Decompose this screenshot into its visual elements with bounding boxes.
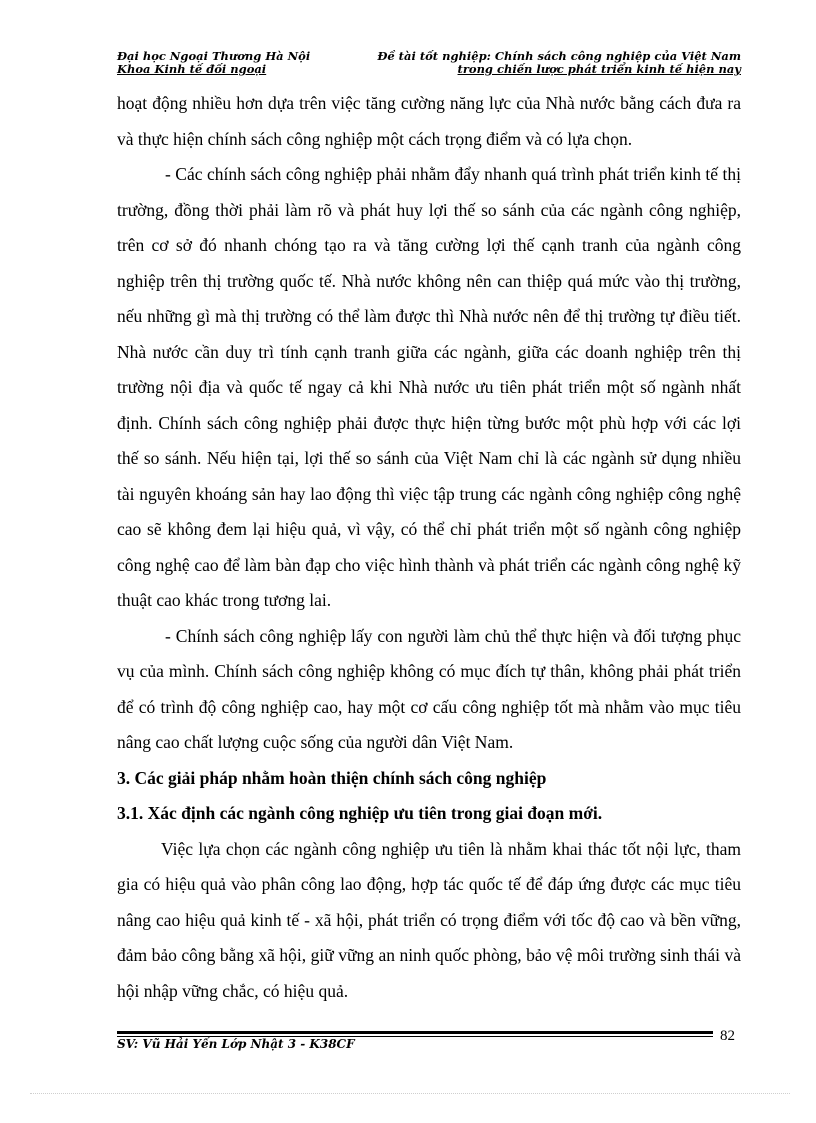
paragraph-continuation: hoạt động nhiều hơn dựa trên việc tăng cường năng lực của Nhà nước bằng cách đưa ra và thực hiện chính sách công nghiệp một cách trọng điểm và có lựa chọn. — [117, 93, 741, 149]
header-university: Đại học Ngoại Thương Hà Nội — [117, 49, 311, 63]
header-right — [377, 50, 741, 76]
paragraph-priority-industries: Việc lựa chọn các ngành công nghiệp ưu tiên là nhằm khai thác tốt nội lực, tham gia có hiệu quả vào phân công lao động, hợp tác quốc tế để đáp ứng được các mục tiêu nâng cao hiệu quả kinh tế - xã hội, phát triển có trọng điểm với tốc độ cao và bền vững, đảm bảo công bằng xã hội, giữ vững an ninh quốc phòng, bảo vệ môi trường sinh thái và hội nhập vững chắc, có hiệu quả. — [117, 838, 741, 1001]
footer-author: SV: Vũ Hải Yến Lớp Nhật 3 - K38CF — [117, 1037, 355, 1051]
page-bottom-dotted-line — [30, 1093, 790, 1094]
section-heading-3: 3. Các giải pháp nhằm hoàn thiện chính sách công nghiệp — [117, 767, 547, 788]
header-thesis-subtitle: trong chiến lược phát triển kinh tế hiện nay — [457, 62, 741, 76]
page-number: 82 — [720, 1028, 735, 1044]
paragraph-market-economy: - Các chính sách công nghiệp phải nhằm đẩy nhanh quá trình phát triển kinh tế thị trường, đồng thời phải làm rõ và phát huy lợi thế so sánh của các ngành công nghiệp, trên cơ sở đó nhanh chóng tạo ra và tăng cường lợi thế cạnh tranh của ngành công nghiệp trên thị trường quốc tế. Nhà nước không nên can thiệp quá mức vào thị trường, nếu những gì mà thị trường có thể làm được thì Nhà nước nên để thị trường tự điều tiết. Nhà nước cần duy trì tính cạnh tranh giữa các ngành, giữa các doanh nghiệp trên thị trường nội địa và quốc tế ngay cả khi Nhà nước ưu tiên phát triển một số ngành nhất định. Chính sách công nghiệp phải được thực hiện từng bước một phù hợp với các lợi thế so sánh. Nếu hiện tại, lợi thế so sánh của Việt Nam chỉ là các ngành sử dụng nhiều tài nguyên khoáng sản hay lao động thì việc tập trung các ngành công nghiệp công nghệ cao sẽ không đem lại hiệu quả, vì vậy, có thể chỉ phát triển một số ngành công nghiệp công nghệ cao để làm bàn đạp cho việc hình thành và phát triển các ngành công nghệ kỹ thuật cao khác trong tương lai. — [117, 164, 741, 610]
paragraph-people-centered: - Chính sách công nghiệp lấy con người làm chủ thể thực hiện và đối tượng phục vụ của mình. Chính sách công nghiệp không có mục đích tự thân, không phải phát triển để có trình độ công nghiệp cao, hay một cơ cấu công nghiệp tốt mà nhằm vào mục tiêu nâng cao chất lượng cuộc sống của người dân Việt Nam. — [117, 625, 741, 752]
header-left — [117, 50, 310, 76]
page-header — [117, 50, 741, 78]
header-thesis-title: Đề tài tốt nghiệp: Chính sách công nghiệp của Việt Nam — [377, 49, 741, 63]
section-heading-3-1: 3.1. Xác định các ngành công nghiệp ưu tiên trong giai đoạn mới. — [117, 803, 603, 823]
header-faculty: Khoa Kinh tế đối ngoại — [117, 62, 267, 76]
document-body — [117, 86, 741, 1009]
